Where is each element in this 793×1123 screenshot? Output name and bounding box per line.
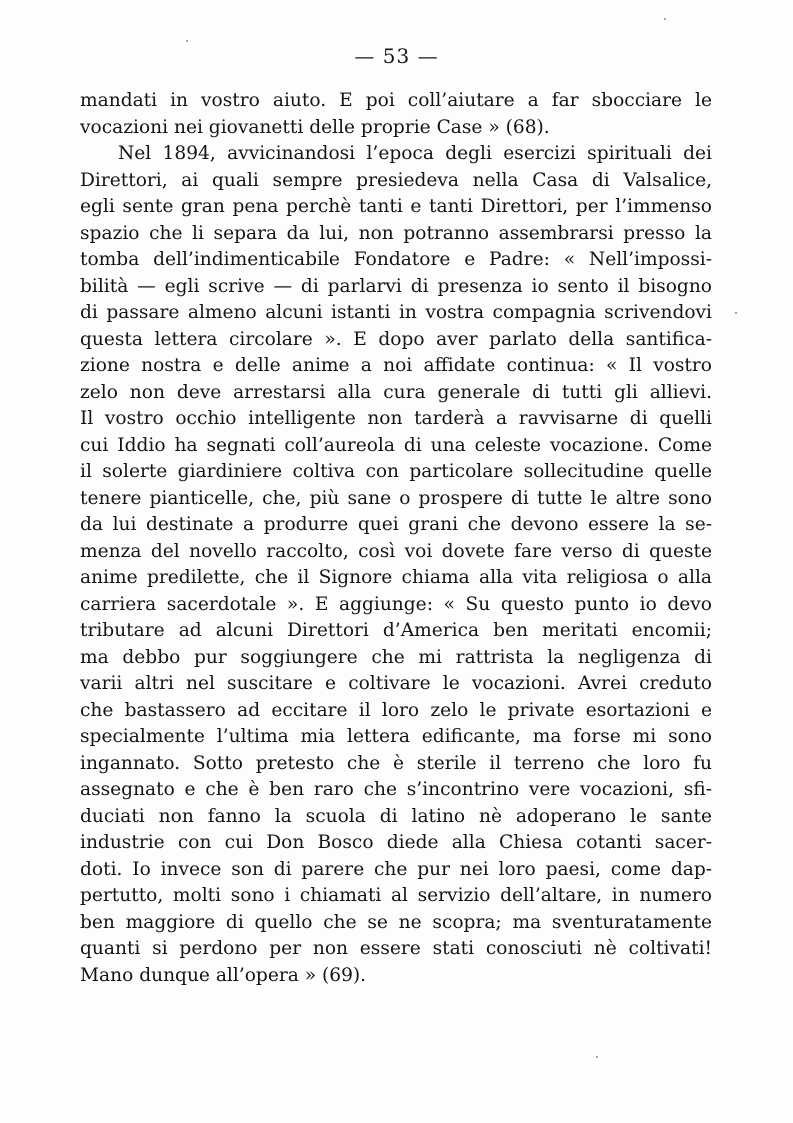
text-line: egli sente gran pena perchè tanti e tanti Direttori, per l’immenso [80,196,712,217]
text-line: ma debbo pur soggiungere che mi rattrista la negligenza di [80,646,712,668]
scan-speck [735,312,737,314]
text-line: questa lettera circolare ». E dopo aver parlato della santifica- [80,328,712,350]
text-line: tenere pianticelle, che, più sane o prospere di tutte le altre sono [80,487,712,509]
text-line: ben maggiore di quello che se ne scopra; ma sventuratamente [80,911,712,933]
text-line: da lui destinate a produrre quei grani che devono essere la se- [80,514,712,535]
text-line: vocazioni nei giovanetti delle proprie Case » (68). [80,116,550,138]
page-number: — 53 — [354,44,439,68]
text-line: quanti si perdono per non essere stati conosciuti nè coltivati! [80,938,712,959]
text-line: Mano dunque all’opera » (69). [80,964,367,986]
body-text [80,88,712,989]
text-line: bilità — egli scrive — di parlarvi di presenza io sento il bisogno [80,275,712,297]
text-line: anime predilette, che il Signore chiama alla vita religiosa o alla [80,567,712,588]
text-line: industrie con cui Don Bosco diede alla Chiesa cotanti sacer- [80,832,712,853]
text-line: tomba dell’indimenticabile Fondatore e Padre: « Nell’impossi- [80,249,712,270]
text-line: di passare almeno alcuni istanti in vostra compagnia scrivendovi [80,302,712,323]
text-line: il solerte giardiniere coltiva con particolare sollecitudine quelle [80,461,712,482]
text-line: doti. Io invece son di parere che pur nei loro paesi, come dap- [80,858,712,880]
text-line: tributare ad alcuni Direttori d’America ben meritati encomii; [80,620,712,641]
text-line: Il vostro occhio intelligente non tarderà a ravvisarne di quelli [80,408,712,429]
text-line: varii altri nel suscitare e coltivare le vocazioni. Avrei creduto [80,673,712,694]
text-line: duciati non fanno la scuola di latino nè adoperano le sante [80,805,712,827]
paragraph-start-line: Nel 1894, avvicinandosi l’epoca degli esercizi spirituali dei [118,143,712,164]
scan-speck [596,1056,598,1058]
text-line: ingannato. Sotto pretesto che è sterile il terreno che loro fu [80,752,712,774]
text-line: specialmente l’ultima mia lettera edificante, ma forse mi sono [80,726,712,747]
text-line: che bastassero ad eccitare il loro zelo le private esortazioni e [80,699,712,721]
text-line: spazio che li separa da lui, non potranno assembrarsi presso la [80,222,712,244]
scan-speck [186,40,188,42]
text-line: cui Iddio ha segnati coll’aureola di una celeste vocazione. Come [80,434,712,456]
scan-speck [664,18,666,20]
text-line: menza del novello raccolto, così voi dovete fare verso di queste [80,540,712,562]
text-line: zelo non deve arrestarsi alla cura generale di tutti gli allievi. [80,381,712,403]
text-line: pertutto, molti sono i chiamati al servizio dell’altare, in numero [80,885,712,906]
text-line: carriera sacerdotale ». E aggiunge: « Su questo punto io devo [80,593,712,615]
text-line: assegnato e che è ben raro che s’incontrino vere vocazioni, sfi- [80,779,712,800]
text-line: Direttori, ai quali sempre presiedeva nella Casa di Valsalice, [80,169,712,191]
text-line: mandati in vostro aiuto. E poi coll’aiutare a far sbocciare le [80,90,712,111]
text-line: zione nostra e delle anime a noi affidate continua: « Il vostro [80,355,712,376]
